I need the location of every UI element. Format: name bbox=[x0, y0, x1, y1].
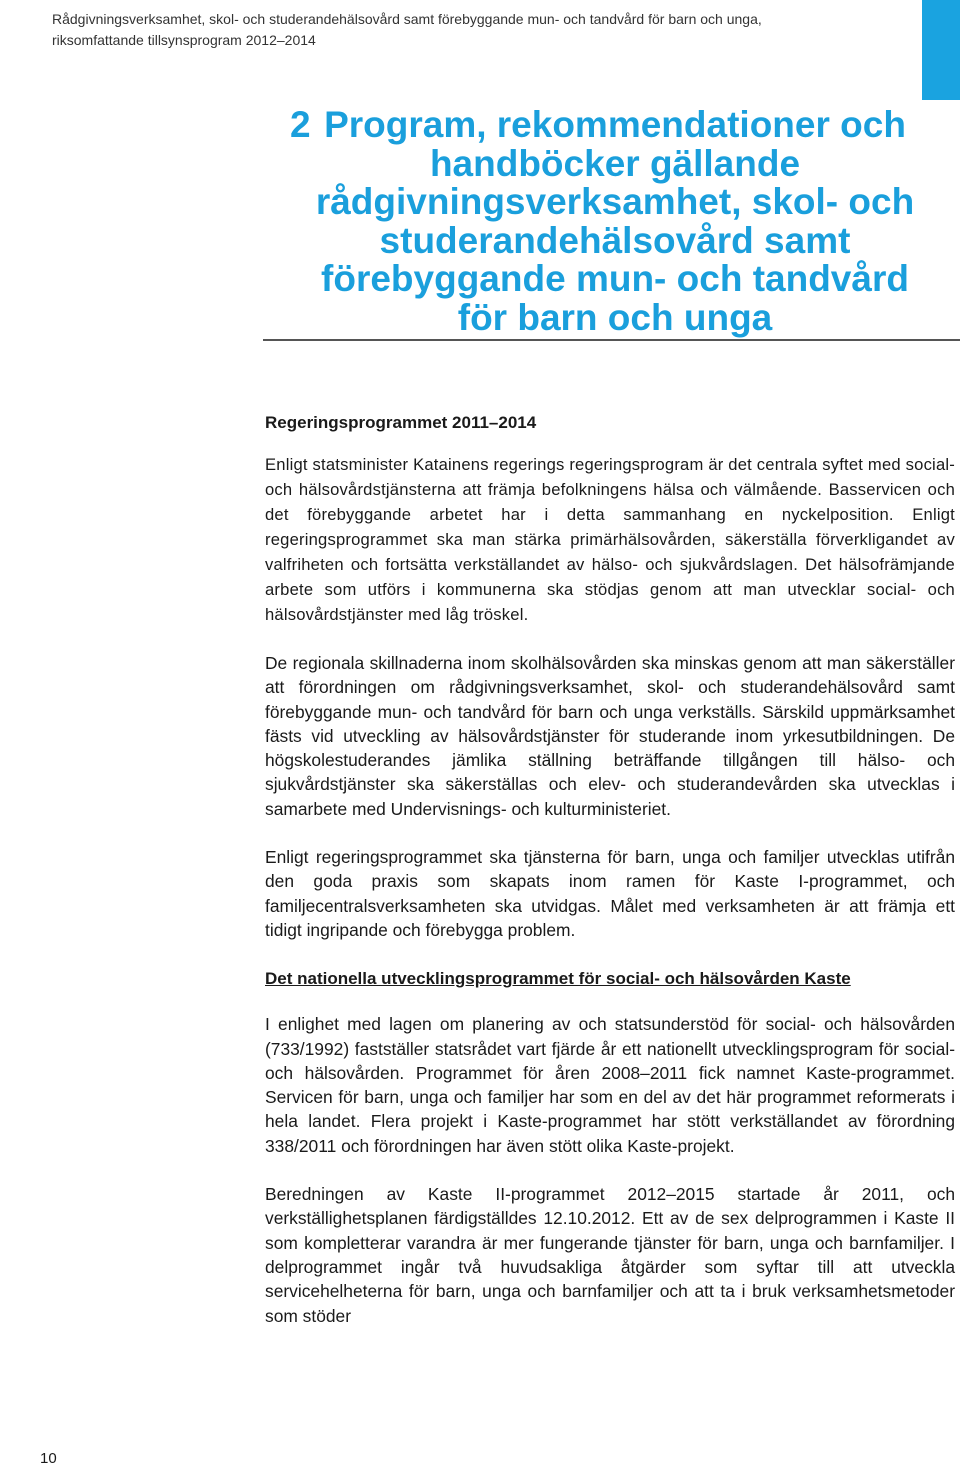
chapter-number: 2 bbox=[290, 104, 311, 145]
paragraph: De regionala skillnaderna inom skolhälsovården ska minskas genom att man säkerställer att förordningen om rådgivningsverksamhet, skol- och studerandehälsovård samt förebyggande mun- och tandvård för barn och unga verkställs. Särskild uppmärksamhet fästs vid utveckling av hälsovårdstjänster för studerande inom yrkesutbildningen. De högskolestuderandes jämlika ställning beträffande tillgången till hälso- och sjukvårdstjänster ska säkerställas och elev- och studerandevården ska utvecklas i samarbete med Undervisnings- och kulturministeriet. bbox=[265, 653, 955, 819]
chapter-title-line: Program, rekommendationer och bbox=[324, 104, 906, 145]
paragraph: Beredningen av Kaste II-programmet 2012–2015 startade år 2011, och verkställighetsplanen färdigställdes 12.10.2012. Ett av de sex delprogrammen i Kaste II som kompletterar varandra är mer fungerande tjänster för barn, unga och barnfamiljer. I delprogrammet ingår två huvudsakliga åtgärder som syftar till att utveckla servicehelheterna för barn, unga och barnfamiljer och att ta i bruk verksamhetsmetoder som stöder bbox=[265, 1184, 955, 1326]
page-number: 10 bbox=[40, 1450, 57, 1467]
chapter-title-line: handböcker gällande bbox=[429, 142, 801, 184]
section-heading: Det nationella utvecklingsprogrammet för social- och hälsovården Kaste bbox=[265, 969, 851, 989]
section-heading: Regeringsprogrammet 2011–2014 bbox=[265, 413, 537, 432]
chapter-title-line: för barn och unga bbox=[457, 296, 773, 338]
chapter-title-line: förebyggande mun- och tandvård bbox=[321, 258, 909, 299]
accent-tab bbox=[922, 0, 960, 100]
paragraph: Enligt regeringsprogrammet ska tjänsterna för barn, unga och familjer utvecklas utifrån den goda praxis som skapats inom ramen för Kaste I-programmet, och familjecentralsverksamheten ska utvidgas. Målet med verksamheten är att främja ett tidigt ingripande och förebygga problem. bbox=[265, 847, 955, 940]
running-header-line-1: Rådgivningsverksamhet, skol- och studerandehälsovård samt förebyggande mun- och tandvård för barn och unga, bbox=[52, 11, 762, 27]
main-content bbox=[265, 410, 955, 1352]
running-header-line-2: riksomfattande tillsynsprogram 2012–2014 bbox=[52, 32, 316, 48]
chapter-title-line: rådgivningsverksamhet, skol- och bbox=[315, 181, 915, 222]
chapter-title-line: studerandehälsovård samt bbox=[379, 219, 851, 261]
paragraph: Enligt statsminister Katainens regerings regeringsprogram är det centrala syftet med social- och hälsovårdstjänsterna att främja befolkningens hälsa och välmående. Basservicen och det förebyggande arbetet har i detta sammanhang en nyckelposition. Enligt regeringsprogrammet ska man stärka primärhälsovården, säkerställa förverkligandet av valfriheten och fortsätta verkställandet av hälso- och sjukvårdslagen. Det hälsofrämjande arbete som utförs i kommunerna ska stödjas genom att man utvecklar social- och hälsovårdstjänster med låg tröskel. bbox=[265, 455, 955, 624]
title-divider bbox=[263, 339, 960, 341]
chapter-title bbox=[290, 106, 940, 337]
paragraph: I enlighet med lagen om planering av och statsunderstöd för social- och hälsovården (733/1992) fastställer statsrådet vart fjärde år ett nationellt utvecklingsprogram för social- och hälsovården. Programmet för åren 2008–2011 fick namnet Kaste-programmet. Servicen för barn, unga och familjer har som en del av det här programmet reformerats i hela landet. Flera projekt i Kaste-programmet har stött verkställandet av förordning 338/2011 och förordningen har även stött olika Kaste-projekt. bbox=[265, 1014, 955, 1156]
running-header bbox=[52, 9, 912, 51]
